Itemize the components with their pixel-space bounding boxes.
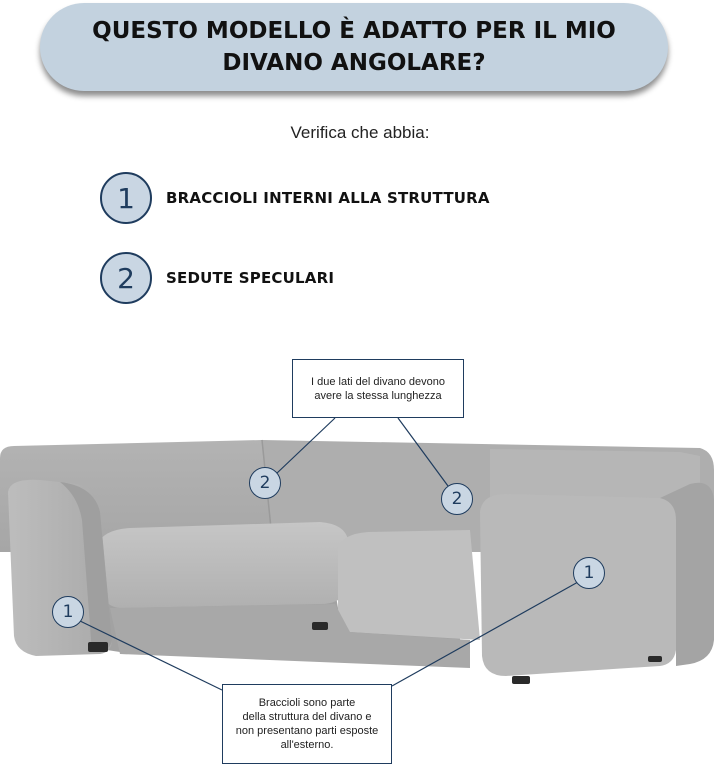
callout-armrests	[222, 684, 392, 764]
requirement-label: BRACCIOLI INTERNI ALLA STRUTTURA	[166, 189, 490, 207]
marker-left-arm: 1	[52, 596, 84, 628]
subtitle: Verifica che abbia:	[290, 123, 430, 142]
sofa-foot	[648, 656, 662, 662]
sofa-foot	[312, 622, 328, 630]
callout-line: della struttura del divano e	[242, 711, 372, 723]
sofa-foot	[512, 676, 530, 684]
marker-left-side: 2	[249, 467, 281, 499]
requirement-number-badge: 2	[100, 252, 152, 304]
banner-title: QUESTO MODELLO È ADATTO PER IL MIO DIVANO ANGOLARE?	[92, 18, 616, 76]
callout-line: Braccioli sono parte	[258, 697, 356, 709]
sofa-foot	[88, 642, 108, 652]
callout-line: non presentano parti esposte	[235, 725, 379, 737]
requirement-number-badge: 1	[100, 172, 152, 224]
marker-right-side: 2	[441, 483, 473, 515]
callout-line: avere la stessa lunghezza	[314, 389, 442, 402]
callout-line: I due lati del divano devono	[311, 375, 445, 388]
requirement-label: SEDUTE SPECULARI	[166, 269, 335, 287]
callout-same-length	[292, 359, 464, 418]
callout-line: all'esterno.	[280, 739, 334, 751]
left-seat-cushion	[98, 522, 348, 608]
corner-seat-cushion	[338, 530, 480, 640]
marker-right-arm: 1	[573, 557, 605, 589]
